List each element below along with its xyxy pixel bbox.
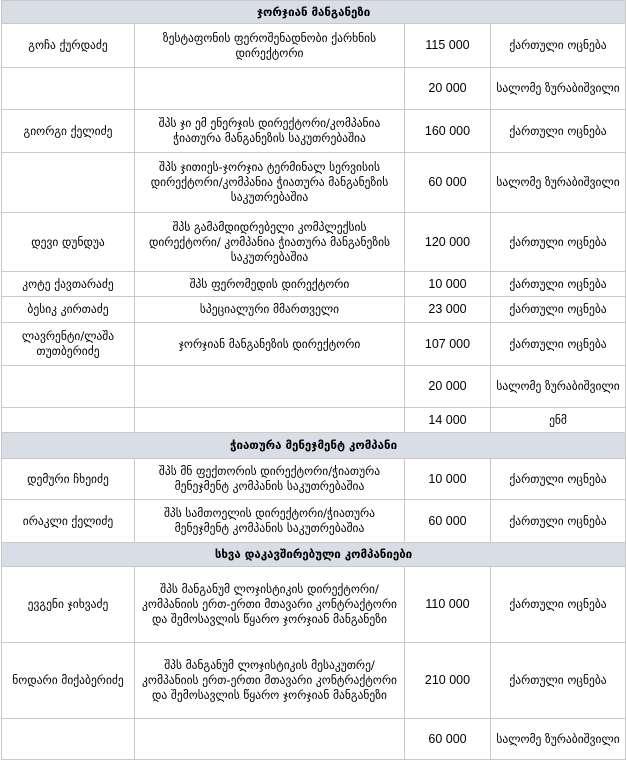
- person-name: [2, 153, 135, 213]
- amount-cell: 14 000: [405, 408, 491, 433]
- amount-cell: 120 000: [405, 213, 491, 272]
- section-title: ჯორჯიან მანგანეზი: [2, 1, 626, 24]
- person-name: [2, 68, 135, 110]
- party-cell: ქართული ოცნება: [491, 323, 626, 366]
- person-name: ნოდარი მიქაბერიძე: [2, 643, 135, 719]
- amount-cell: 20 000: [405, 366, 491, 408]
- person-name: დევი დუნდუა: [2, 213, 135, 272]
- person-name: ბესიკ კირთაძე: [2, 297, 135, 323]
- table-row: [2, 323, 626, 366]
- amount-cell: 23 000: [405, 297, 491, 323]
- table-row: [2, 366, 626, 408]
- position-cell: შპს ფერომედის დირექტორი: [135, 272, 405, 297]
- party-cell: ქართული ოცნება: [491, 110, 626, 153]
- party-cell: ქართული ოცნება: [491, 643, 626, 719]
- party-cell: ენმ: [491, 408, 626, 433]
- section-header: [2, 433, 626, 459]
- party-cell: ქართული ოცნება: [491, 272, 626, 297]
- person-name: [2, 366, 135, 408]
- position-cell: [135, 408, 405, 433]
- amount-cell: 160 000: [405, 110, 491, 153]
- section-header: [2, 543, 626, 567]
- amount-cell: 10 000: [405, 459, 491, 500]
- section-title: ჭიათურა მენეჯმენტ კომპანი: [2, 433, 626, 459]
- table-row: [2, 110, 626, 153]
- amount-cell: 110 000: [405, 567, 491, 643]
- amount-cell: 10 000: [405, 272, 491, 297]
- party-cell: ქართული ოცნება: [491, 24, 626, 68]
- party-cell: სალომე ზურაბიშვილი: [491, 366, 626, 408]
- amount-cell: 20 000: [405, 68, 491, 110]
- donations-table: [1, 0, 626, 760]
- person-name: ევგენი ჯიხვაძე: [2, 567, 135, 643]
- person-name: ირაკლი ქელიძე: [2, 500, 135, 543]
- table-row: [2, 643, 626, 719]
- party-cell: სალომე ზურაბიშვილი: [491, 68, 626, 110]
- table-row: [2, 213, 626, 272]
- table-row: [2, 153, 626, 213]
- position-cell: შპს მანგანუმ ლოჯისტიკის დირექტორი/კომპანიის ერთ-ერთი მთავარი კონტრაქტორი და შემოსავლის წყარო ჯორჯიან მანგანეზი: [135, 567, 405, 643]
- position-cell: [135, 719, 405, 760]
- table-row: [2, 567, 626, 643]
- position-cell: შპს ჯი ემ ენერჯის დირექტორი/კომპანია ჭიათურა მანგანეზის საკუთრებაშია: [135, 110, 405, 153]
- person-name: გიორგი ქელიძე: [2, 110, 135, 153]
- position-cell: შპს ჯითიეს-ჯორჯია ტერმინალ სერვისის დირექტორი/კომპანია ჭიათურა მანგანეზის საკუთრებაშია: [135, 153, 405, 213]
- party-cell: სალომე ზურაბიშვილი: [491, 719, 626, 760]
- party-cell: ქართული ოცნება: [491, 567, 626, 643]
- person-name: [2, 408, 135, 433]
- table-row: [2, 500, 626, 543]
- table-row: [2, 68, 626, 110]
- position-cell: შპს გამამდიდრებელი კომპლექსის დირექტორი/ კომპანია ჭიათურა მანგანეზის საკუთრებაშია: [135, 213, 405, 272]
- table-row: [2, 459, 626, 500]
- person-name: ლავრენტი/ლაშა თუთბერიძე: [2, 323, 135, 366]
- person-name: [2, 719, 135, 760]
- position-cell: ჯორჯიან მანგანეზის დირექტორი: [135, 323, 405, 366]
- position-cell: სპეციალური მმართველი: [135, 297, 405, 323]
- person-name: გოჩა ქურდაძე: [2, 24, 135, 68]
- amount-cell: 210 000: [405, 643, 491, 719]
- party-cell: ქართული ოცნება: [491, 213, 626, 272]
- section-header: [2, 1, 626, 24]
- table-row: [2, 408, 626, 433]
- table-row: [2, 272, 626, 297]
- position-cell: [135, 366, 405, 408]
- amount-cell: 60 000: [405, 719, 491, 760]
- party-cell: ქართული ოცნება: [491, 459, 626, 500]
- party-cell: ქართული ოცნება: [491, 500, 626, 543]
- position-cell: შპს მანგანუმ ლოჯისტიკის მესაკუთრე/კომპანიის ერთ-ერთი მთავარი კონტრაქტორი და შემოსავლის წყარო ჯორჯიან მანგანეზი: [135, 643, 405, 719]
- table-row: [2, 24, 626, 68]
- position-cell: [135, 68, 405, 110]
- amount-cell: 60 000: [405, 500, 491, 543]
- person-name: დემური ჩხეიძე: [2, 459, 135, 500]
- position-cell: ზესტაფონის ფეროშენადნობი ქარხნის დირექტორი: [135, 24, 405, 68]
- table-row: [2, 297, 626, 323]
- table-row: [2, 719, 626, 760]
- position-cell: შპს სამთოელის დირექტორი/ჭიათურა მენეჯმენტ კომპანის საკუთრებაშია: [135, 500, 405, 543]
- person-name: კოტე ქავთარაძე: [2, 272, 135, 297]
- amount-cell: 60 000: [405, 153, 491, 213]
- position-cell: შპს მნ ფექთორის დირექტორი/ჭიათურა მენეჯმენტ კომპანის საკუთრებაშია: [135, 459, 405, 500]
- party-cell: ქართული ოცნება: [491, 297, 626, 323]
- section-title: სხვა დაკავშირებული კომპანიები: [2, 543, 626, 567]
- party-cell: სალომე ზურაბიშვილი: [491, 153, 626, 213]
- amount-cell: 107 000: [405, 323, 491, 366]
- amount-cell: 115 000: [405, 24, 491, 68]
